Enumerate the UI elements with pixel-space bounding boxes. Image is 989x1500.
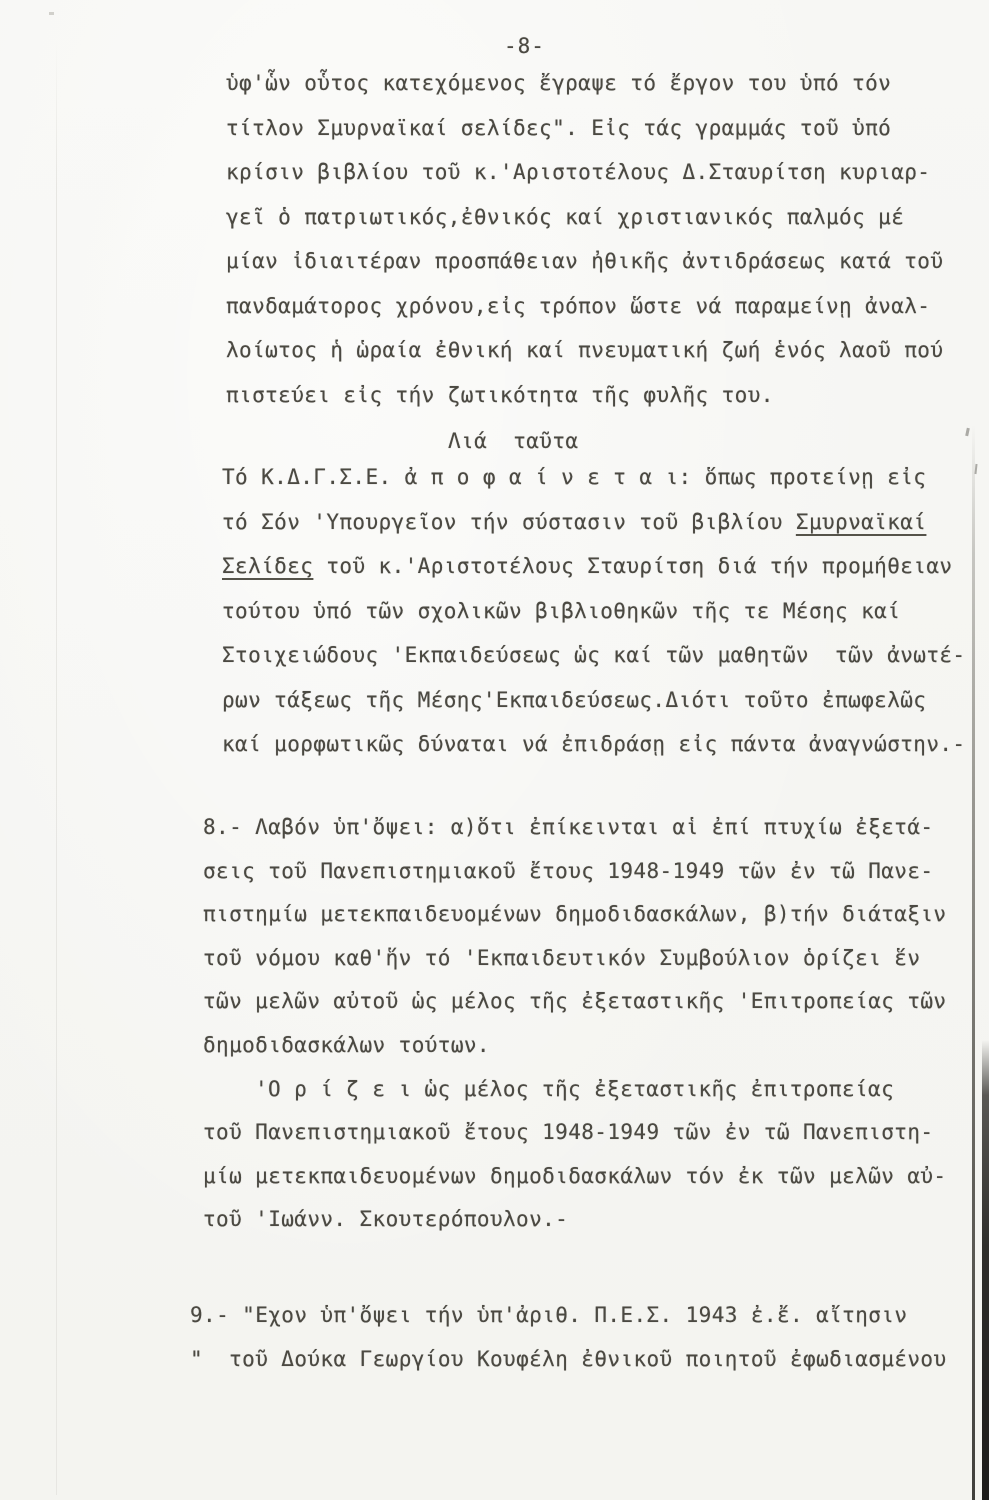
- page-number: -8-: [504, 34, 545, 58]
- ink-speck: [974, 464, 977, 474]
- text-line: 'Ο ρ ί ζ ε ι ὡς μέλος τῆς ἐξεταστικῆς ἐπιτροπείας: [255, 1076, 895, 1101]
- text-line: τούτου ὑπό τῶν σχολικῶν βιβλιοθηκῶν τῆς τε Μέσης καί: [222, 598, 901, 623]
- text-segment: τό Σόν 'Υπουργεῖον τήν σύστασιν τοῦ βιβλίου: [222, 509, 796, 534]
- underlined-book-title: Σμυρναϊκαί: [795, 509, 927, 534]
- text-line: μίω μετεκπαιδευομένων δημοδιδασκάλων τόν ἐκ τῶν μελῶν αὐ-: [203, 1163, 947, 1188]
- text-line: τοῦ Πανεπιστημιακοῦ ἔτους 1948-1949 τῶν ἐν τῶ Πανεπιστη-: [203, 1120, 934, 1145]
- text-line: [222, 544, 965, 589]
- text-line: Στοιχειώδους 'Εκπαιδεύσεως ὡς καί τῶν μαθητῶν τῶν ἀνωτέ-: [222, 643, 966, 667]
- text-line: πιστημίω μετεκπαιδευομένων δημοδιδασκάλων, β)τήν διάταξιν: [203, 902, 947, 927]
- text-line: πιστεύει εἰς τήν ζωτικότητα τῆς φυλῆς του.: [226, 382, 774, 407]
- text-line: τῶν μελῶν αὐτοῦ ὡς μέλος τῆς ἐξεταστικῆς 'Επιτροπείας τῶν: [203, 989, 947, 1014]
- text-line: λοίωτος ἡ ὡραία ἐθνική καί πνευματική ζωή ἑνός λαοῦ πού: [226, 338, 944, 362]
- text-line: ρων τάξεως τῆς Μέσης'Εκπαιδεύσεως.Διότι τοῦτο ἐπωφελῶς: [222, 687, 927, 712]
- text-line: τοῦ νόμου καθ'ἥν τό 'Εκπαιδευτικόν Συμβούλιον ὁρίζει ἕν: [203, 945, 921, 970]
- ink-speck: [49, 12, 54, 15]
- paragraph-item-8: [203, 806, 946, 1242]
- text-line: δημοδιδασκάλων τούτων.: [203, 1032, 490, 1057]
- scan-right-border-shadow: [982, 1040, 989, 1500]
- text-segment: τοῦ κ.'Αριστοτέλους Σταυρίτση διά τήν προμήθειαν: [313, 554, 953, 578]
- paragraph-book-review-continuation: [226, 61, 943, 417]
- section-heading: Λιά ταῦτα: [448, 429, 579, 453]
- text-line: σεις τοῦ Πανεπιστημιακοῦ ἔτους 1948-1949 τῶν ἐν τῶ Πανε-: [203, 858, 934, 883]
- text-line: 8.- Λαβόν ὑπ'ὄψει: α)ὅτι ἐπίκεινται αἱ ἐπί πτυχίω ἐξετά-: [203, 815, 934, 839]
- text-line: Τό Κ.Δ.Γ.Σ.Ε. ἀ π ο φ α ί ν ε τ α ι: ὅπως προτείνῃ εἰς: [222, 465, 927, 489]
- underlined-book-title: Σελίδες: [222, 554, 314, 578]
- text-line: ὑφ'ὧν οὗτος κατεχόμενος ἔγραψε τό ἔργον του ὑπό τόν: [226, 71, 892, 95]
- paper-left-edge-shadow: [56, 40, 57, 1495]
- paragraph-item-9: [190, 1293, 947, 1381]
- text-line: κρίσιν βιβλίου τοῦ κ.'Αριστοτέλους Δ.Σταυρίτση κυριαρ-: [226, 160, 931, 184]
- ink-speck: [965, 428, 970, 436]
- paragraph-decision: [222, 455, 965, 767]
- text-line: γεῖ ὁ πατριωτικός,ἐθνικός καί χριστιανικός παλμός μέ: [226, 204, 905, 229]
- text-line: [222, 500, 965, 545]
- text-line: τοῦ 'Ιωάνν. Σκουτερόπουλον.-: [203, 1207, 569, 1232]
- text-line: τίτλον Σμυρναϊκαί σελίδες". Εἰς τάς γραμμάς τοῦ ὑπό: [226, 115, 892, 140]
- text-line: καί μορφωτικῶς δύναται νά ἐπιδράσῃ εἰς πάντα ἀναγνώστην.-: [222, 732, 966, 756]
- paper-right-edge-line: [972, 425, 975, 1500]
- text-line: " τοῦ Δούκα Γεωργίου Κουφέλη ἐθνικοῦ ποιητοῦ ἐφωδιασμένου: [190, 1347, 947, 1371]
- text-line: 9.- "Εχον ὑπ'ὄψει τήν ὑπ'ἀριθ. Π.Ε.Σ. 1943 ἐ.ἔ. αἴτησιν: [190, 1303, 908, 1327]
- text-line: μίαν ἰδιαιτέραν προσπάθειαν ἠθικῆς ἀντιδράσεως κατά τοῦ: [226, 249, 944, 273]
- text-line: πανδαμάτορος χρόνου,εἰς τρόπον ὥστε νά παραμείνῃ ἀναλ-: [226, 293, 931, 318]
